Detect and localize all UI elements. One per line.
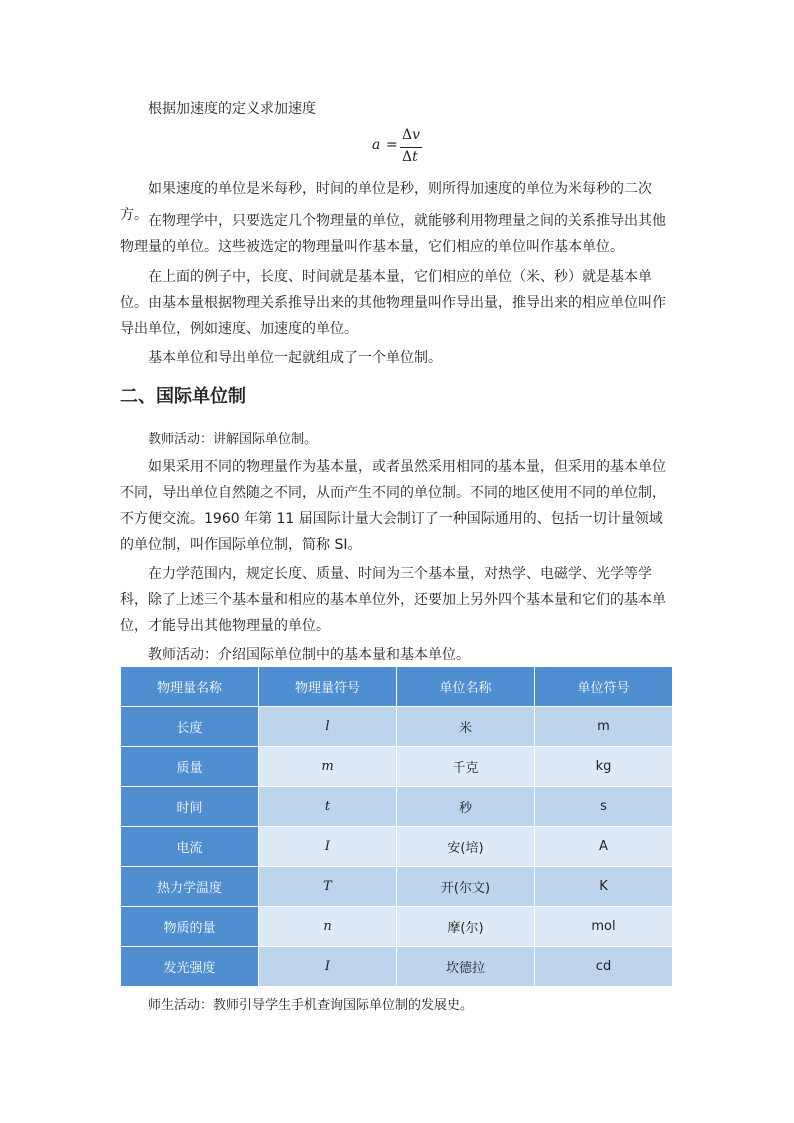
paragraph-unit-system: 基本单位和导出单位一起就组成了一个单位制。 — [148, 350, 442, 366]
paragraph-base-quantities: 在物理学中，只要选定几个物理量的单位，就能够利用物理量之间的关系推导出其他物理量的单位。这些被选定的物理量叫作基本量，它们相应的单位叫作基本单位。 — [120, 213, 666, 255]
table-row — [121, 867, 673, 907]
quantity-symbol: l — [259, 707, 397, 747]
quantity-name: 质量 — [121, 747, 259, 787]
unit-symbol: A — [535, 827, 673, 867]
quantity-name: 发光强度 — [121, 947, 259, 987]
teacher-note-1: 教师活动：讲解国际单位制。 — [148, 432, 318, 447]
unit-name: 千克 — [397, 747, 535, 787]
paragraph-si-mechanics: 在力学范围内，规定长度、质量、时间为三个基本量，对热学、电磁学、光学等学科，除了上述三个基本量和相应的基本单位外，还要加上另外四个基本量和它们的基本单位，才能导出其他物理量的单位。 — [120, 566, 666, 634]
numerator-variable: v — [412, 127, 421, 143]
acceleration-formula — [372, 129, 432, 169]
formula-denominator — [402, 149, 418, 165]
quantity-symbol: t — [259, 787, 397, 827]
table-row — [121, 747, 673, 787]
unit-name: 摩(尔) — [397, 907, 535, 947]
unit-symbol: mol — [535, 907, 673, 947]
paragraph-si-intro: 如果采用不同的物理量作为基本量，或者虽然采用相同的基本量，但采用的基本单位不同，导出单位自然随之不同，从而产生不同的单位制。不同的地区使用不同的单位制，不方便交流。1960 年第 11 届国际计量大会制订了一种国际通用的、包括一切计量领域的单位制，叫作国际单位制，简称 SI。 — [120, 459, 666, 553]
denominator-delta: Δ — [402, 149, 413, 165]
unit-name: 米 — [397, 707, 535, 747]
formula-numerator — [402, 127, 420, 143]
unit-name: 开(尔文) — [397, 867, 535, 907]
quantity-name: 电流 — [121, 827, 259, 867]
quantity-name: 时间 — [121, 787, 259, 827]
header-quantity-name: 物理量名称 — [121, 667, 259, 707]
teacher-note-2: 教师活动：介绍国际单位制中的基本量和基本单位。 — [148, 647, 470, 663]
unit-name: 坎德拉 — [397, 947, 535, 987]
header-unit-name: 单位名称 — [397, 667, 535, 707]
quantity-symbol: m — [259, 747, 397, 787]
header-unit-symbol: 单位符号 — [535, 667, 673, 707]
table-row — [121, 787, 673, 827]
unit-name: 安(培) — [397, 827, 535, 867]
unit-symbol: m — [535, 707, 673, 747]
table-row — [121, 947, 673, 987]
quantity-name: 长度 — [121, 707, 259, 747]
paragraph-example: 在上面的例子中，长度、时间就是基本量，它们相应的单位（米、秒）就是基本单位。由基本量根据物理关系推导出来的其他物理量叫作导出量，推导出来的相应单位叫作导出单位，例如速度、加速度的单位。 — [120, 269, 666, 337]
header-quantity-symbol: 物理量符号 — [259, 667, 397, 707]
si-base-units-table — [120, 666, 673, 987]
formula-equals: = — [386, 137, 398, 153]
quantity-symbol: T — [259, 867, 397, 907]
quantity-name: 物质的量 — [121, 907, 259, 947]
unit-symbol: K — [535, 867, 673, 907]
paragraph-unit: 如果速度的单位是米每秒，时间的单位是秒，则所得加速度的单位为米每秒的二次方。 — [120, 181, 652, 223]
unit-symbol: s — [535, 787, 673, 827]
numerator-delta: Δ — [402, 127, 413, 143]
table-header-row — [121, 667, 673, 707]
fraction-bar — [400, 147, 422, 148]
formula-lhs: a — [372, 137, 381, 153]
unit-symbol: kg — [535, 747, 673, 787]
teacher-note-3: 师生活动：教师引导学生手机查询国际单位制的发展史。 — [148, 998, 474, 1013]
unit-name: 秒 — [397, 787, 535, 827]
quantity-name: 热力学温度 — [121, 867, 259, 907]
paragraph-intro: 根据加速度的定义求加速度 — [148, 101, 316, 117]
quantity-symbol: I — [259, 827, 397, 867]
table-row — [121, 907, 673, 947]
quantity-symbol: I — [259, 947, 397, 987]
section-heading: 二、国际单位制 — [120, 386, 246, 407]
table-row — [121, 827, 673, 867]
unit-symbol: cd — [535, 947, 673, 987]
quantity-symbol: n — [259, 907, 397, 947]
denominator-variable: t — [412, 149, 418, 165]
table-row — [121, 707, 673, 747]
